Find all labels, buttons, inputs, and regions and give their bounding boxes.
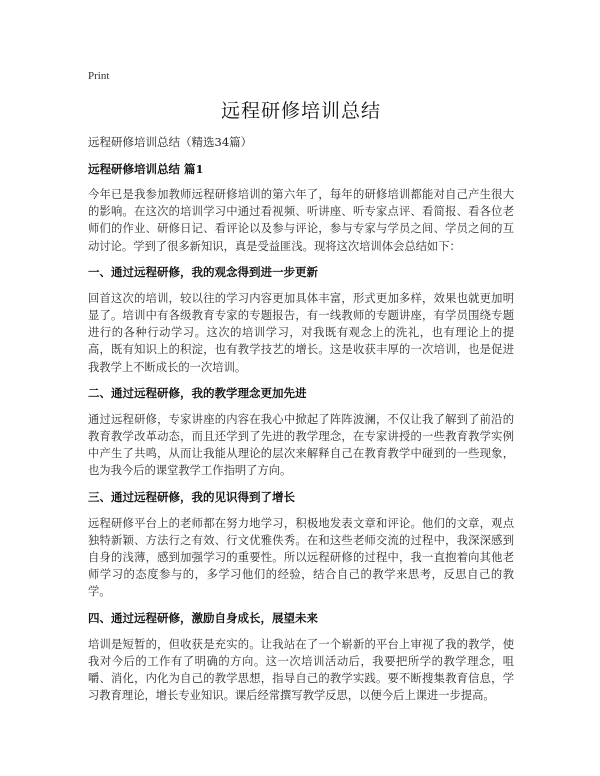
- document-subtitle: 远程研修培训总结（精选34篇）: [88, 135, 253, 149]
- section-heading-1: 一、通过远程研修，我的观念得到进一步更新: [88, 264, 318, 279]
- section-heading-4: 四、通过远程研修，激励自身成长，展望未来: [88, 610, 318, 625]
- intro-paragraph: 今年已是我参加教师远程研修培训的第六年了，每年的研修培训都能对自己产生很大的影响。在这次的培训学习中通过看视频、听讲座、听专家点评、看简报、看各位老师们的作业、研修日记、看评论以及参与评论，参与专家与学员之间、学员之间的互动讨论。学到了很多新知识，真是受益匪浅。现将这次培训体会总结如下：: [88, 188, 514, 253]
- section-heading-3: 三、通过远程研修，我的见识得到了增长: [88, 489, 295, 504]
- section-body-2: 通过远程研修，专家讲座的内容在我心中掀起了阵阵波澜，不仅让我了解到了前沿的教育教学改革动态，而且还学到了先进的教学理念，在专家讲授的一些教育教学实例中产生了共鸣，从而让我能从理论的层次来解释自己在教育教学中碰到的一些现象，也为我今后的课堂教学工作指明了方向。: [88, 412, 514, 478]
- section-body-4: 培训是短暂的，但收获是充实的。让我站在了一个崭新的平台上审视了我的教学，使我对今后的工作有了明确的方向。这一次培训活动后，我要把所学的教学理念，咀嚼、消化，内化为自己的教学思想，指导自己的教学实践。要不断搜集教育信息，学习教育理论，增长专业知识。课后经常撰写教学反思，以便今后上课进一步提高。: [88, 637, 514, 703]
- document-page: [88, 68, 514, 713]
- section-body-1: 回首这次的培训，较以往的学习内容更加具体丰富，形式更加多样，效果也就更加明显了。培训中有各级教育专家的专题报告，有一线教师的专题讲座，有学员围绕专题进行的各种行动学习。这次的培训学习，对我既有观念上的洗礼，也有理论上的提高，既有知识上的积淀，也有教学技艺的增长。这是收获丰厚的一次培训，也是促进我教学上不断成长的一次培训。: [88, 291, 514, 374]
- section-heading-2: 二、通过远程研修，我的教学理念更加先进: [88, 385, 307, 400]
- page-title: 远程研修培训总结: [220, 100, 381, 122]
- print-label: Print: [88, 70, 110, 82]
- article-title: 远程研修培训总结 篇1: [88, 162, 204, 176]
- section-body-3: 远程研修平台上的老师都在努力地学习，积极地发表文章和评论。他们的文章，观点独特新颖、方法行之有效、行文优雅佚秀。在和这些老师交流的过程中，我深深感到自身的浅薄，感到加强学习的重要性。所以远程研修的过程中，我一直抱着向其他老师学习的态度参与的，多学习他们的经验，结合自己的教学来思考，反思自己的教学。: [88, 516, 514, 599]
